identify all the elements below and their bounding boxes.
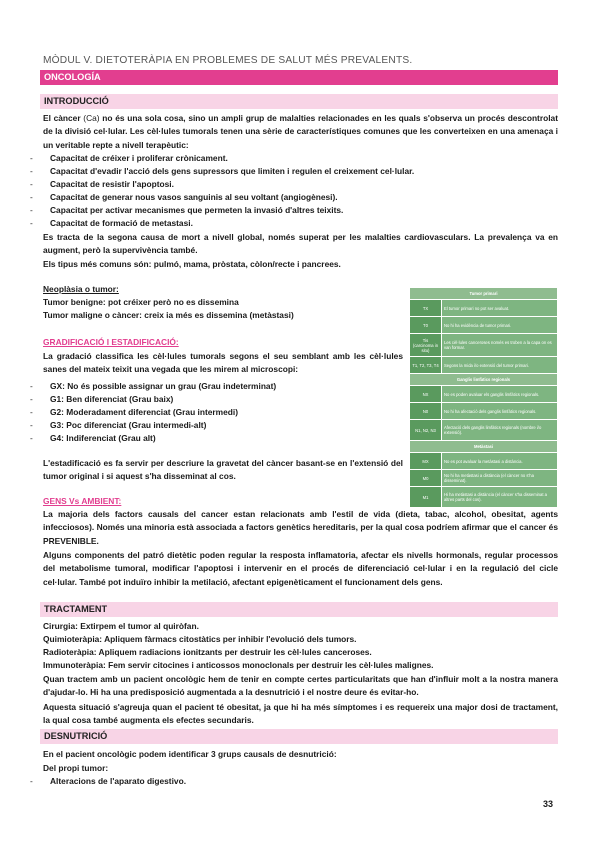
treatment-label: Radioteràpia:	[43, 647, 99, 657]
page-number: 33	[543, 799, 554, 809]
table-row	[410, 453, 558, 470]
bullet-dash: -	[30, 776, 33, 786]
neoplasia-benigne	[43, 296, 403, 309]
table-row	[410, 334, 558, 357]
list-item: Alteracions de l'aparato digestivo.	[50, 776, 187, 786]
list-item: Capacitat de formació de metastasi.	[50, 218, 193, 228]
table-header-cell: Ganglis limfàtics regionals	[410, 374, 558, 386]
table-cell: NX	[410, 386, 442, 403]
table-cell: Hi ha metàstasi a distància (el càncer s'ha disseminat a altres parts del cos).	[442, 487, 558, 508]
estadificacio-paragraph: L'estadificació es fa servir per descriure la gravetat del càncer basant-se en l'extensió del tumor original i si aquest s'ha disseminat al cos.	[43, 458, 403, 482]
treatment-label: Immunoteràpia:	[43, 660, 109, 670]
list-item: Capacitat per activar mecanismes que permeten la invasió d'altres teixits.	[50, 205, 344, 215]
gradificacio-heading: GRADIFICACIÓ I ESTADIFICACIÓ:	[43, 337, 179, 347]
table-header-cell: Metàstasi	[410, 441, 558, 453]
table-cell: No es pot avaluar la metàstasi a distància.	[442, 453, 558, 470]
list-item: G1: Ben diferenciat (Grau baix)	[50, 394, 174, 404]
maligne-label: Tumor maligne o càncer:	[43, 310, 145, 320]
treatment-quimio	[43, 633, 558, 646]
treatment-text: Extirpem el tumor al quiròfan.	[80, 621, 199, 631]
neoplasia-heading: Neoplàsia o tumor:	[43, 284, 119, 294]
gens-prevenible: PREVENIBLE	[43, 535, 97, 546]
gens-text: La majoria dels factors causals del cancer estan relacionats amb l'estil de vida (dieta, tabac, alcohol, obesitat, agents infecciosos). Només una minoria està associada a factors genètics hereditaris, per la qual cosa podríem afirmar que el cancer és	[43, 509, 558, 533]
gens-heading: GENS Vs AMBIENT:	[43, 496, 122, 506]
bullet-dash: -	[30, 394, 33, 404]
intro-paragraph	[43, 112, 558, 152]
gens-paragraph-2: Alguns components del patró dietètic poden regular la resposta inflamatoria, afectar els nivells hormonals, regular processos del metabolisme tumoral, modificar l'apoptosi i intervenir en el procés de diferenciació cel·lular i en la regulació del cicle cel·lular. També pot induïro inhibir la metilació, afectant epigenèticament el funcionament dels gens.	[43, 550, 558, 587]
list-item: Capacitat de créixer i proliferar crònicament.	[50, 153, 228, 163]
list-item: Capacitat de resistir l'apoptosi.	[50, 179, 174, 189]
section-introduccio: INTRODUCCIÓ	[40, 94, 558, 109]
table-cell: No es poden avaluar els ganglis limfàtics regionals.	[442, 386, 558, 403]
table-cell: TX	[410, 300, 442, 317]
bullet-dash: -	[30, 381, 33, 391]
treatment-text: Apliquem radiacions ionitzants per destruir les cèl·lules canceroses.	[98, 647, 372, 657]
treatment-radio	[43, 646, 558, 659]
list-item: Capacitat d'evadir l'acció dels gens supressors que limiten i regulen el creixement cel·lular.	[50, 166, 415, 176]
neoplasia-maligne	[43, 309, 403, 322]
intro-common-types	[43, 258, 558, 271]
desnutricio-subtitle: Del propi tumor:	[43, 763, 109, 773]
table-cell: No hi ha evidència de tumor primari.	[442, 317, 558, 334]
bullet-dash: -	[30, 179, 33, 189]
common-types-list: pulmó, mama, pròstata, còlon/recte i pancrees.	[153, 259, 341, 269]
benigne-label: Tumor benigne:	[43, 297, 108, 307]
treatment-label: Cirurgia:	[43, 621, 81, 631]
list-item: G2: Moderadament diferenciat (Grau intermedi)	[50, 407, 239, 417]
treatment-paragraph-2: Aquesta situació s'agreuja quan el pacient té obesitat, ja que hi ha més símptomes i es requereix una major dosi de tractament, la qual cosa també augmenta els efectes secundaris.	[43, 702, 558, 726]
section-oncologia: ONCOLOGÍA	[40, 70, 558, 85]
table-row	[410, 403, 558, 420]
intro-mortality: Es tracta de la segona causa de mort a nivell global, només superat per les malalties cardiovasculars. La prevalença va en augment, però la supervivència també.	[43, 232, 558, 256]
bullet-dash: -	[30, 433, 33, 443]
table-row	[410, 386, 558, 403]
table-cell: Les cèl·lules canceroses només es troben a la capa on es van formar.	[442, 334, 558, 357]
list-item: GX: No és possible assignar un grau (Grau indeterminat)	[50, 381, 277, 391]
desnutricio-paragraph: En el pacient oncològic podem identificar 3 grups causals de desnutrició:	[43, 749, 337, 759]
treatment-label: Quimioteràpia:	[43, 634, 105, 644]
list-item: Capacitat de generar nous vasos sanguinis al seu voltant (angiogènesi).	[50, 192, 338, 202]
table-cell: Tis (carcinoma in situ)	[410, 334, 442, 357]
maligne-text: creix ia més es dissemina (metàstasi)	[144, 310, 294, 320]
intro-body: no és una sola cosa, sino un ampli grup de malalties relacionades en les quals s'observa un procés descontrolat de la divisió cel·lular. Les cèl·lules tumorals tenen una sèrie de característiques comunes que les converteixen en una amenaça i un veritable repte a nivell terapèutic:	[43, 113, 558, 150]
bullet-dash: -	[30, 218, 33, 228]
table-cell: M0	[410, 470, 442, 487]
common-types-label: Els tipus més comuns són:	[43, 259, 154, 269]
table-header-cell: Tumor primari	[410, 288, 558, 300]
tnm-table	[409, 287, 558, 508]
gens-title	[43, 495, 558, 508]
treatment-immuno	[43, 659, 558, 672]
gens-paragraph-1	[43, 508, 558, 548]
bullet-dash: -	[30, 153, 33, 163]
table-cell: No hi ha afectació dels ganglis limfàtics regionals.	[442, 403, 558, 420]
intro-ca: (Ca)	[83, 113, 100, 123]
table-header	[410, 441, 558, 453]
table-row	[410, 357, 558, 374]
table-header	[410, 288, 558, 300]
table-header	[410, 374, 558, 386]
table-cell: MX	[410, 453, 442, 470]
bullet-dash: -	[30, 407, 33, 417]
bullet-dash: -	[30, 166, 33, 176]
treatment-cirurgia	[43, 620, 558, 633]
section-tractament: TRACTAMENT	[40, 602, 558, 617]
treatment-text: Fem servir citocines i anticossos monoclonals per destruir les cèl·lules malignes.	[108, 660, 434, 670]
gradificacio-title	[43, 336, 403, 349]
list-item: G3: Poc diferenciat (Grau intermedi-alt)	[50, 420, 207, 430]
intro-lead: El càncer	[43, 113, 84, 123]
module-title: MÒDUL V. DIETOTERÀPIA EN PROBLEMES DE SALUT MÉS PREVALENTS.	[43, 55, 413, 66]
table-cell: N1, N2, N3	[410, 420, 442, 441]
benigne-text: pot créixer però no es dissemina	[107, 297, 239, 307]
table-row	[410, 470, 558, 487]
neoplasia-title	[43, 283, 403, 296]
table-row	[410, 420, 558, 441]
table-row	[410, 317, 558, 334]
table-cell: El tumor primari no pot ser avaluat.	[442, 300, 558, 317]
treatment-text: Apliquem fàrmacs citostàtics per inhibir l'evolució dels tumors.	[104, 634, 357, 644]
table-cell: T0	[410, 317, 442, 334]
table-cell: No hi ha metàstasi a distància (el càncer no s'ha disseminat).	[442, 470, 558, 487]
table-row	[410, 300, 558, 317]
bullet-dash: -	[30, 192, 33, 202]
table-cell: Segons la mida i/o extensió del tumor primari.	[442, 357, 558, 374]
bullet-dash: -	[30, 205, 33, 215]
table-cell: N0	[410, 403, 442, 420]
section-desnutricio: DESNUTRICIÓ	[40, 729, 558, 744]
gradificacio-paragraph: La gradació classifica les cèl·lules tumorals segons el seu semblant amb les cèl·lules sanes del mateix teixit una vegada que les mirem al microscopi:	[43, 351, 403, 375]
table-cell: M1	[410, 487, 442, 508]
table-cell: T1, T2, T3, T4	[410, 357, 442, 374]
bullet-dash: -	[30, 420, 33, 430]
list-item: G4: Indiferenciat (Grau alt)	[50, 433, 156, 443]
table-cell: Afectació dels ganglis limfàtics regionals (nombre i/o extensió).	[442, 420, 558, 441]
treatment-paragraph-1: Quan tractem amb un pacient oncològic hem de tenir en compte certes particularitats que han d'influir molt a la nostra manera d'ajudar-lo. Hi ha una predisposició augmentada a la desnutrició i el nostre deure és evitar-ho.	[43, 674, 558, 698]
gens-period: .	[96, 535, 99, 546]
